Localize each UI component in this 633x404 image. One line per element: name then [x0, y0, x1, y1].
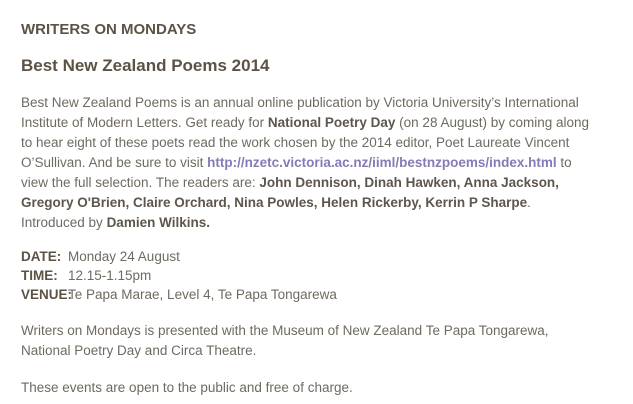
page-title: WRITERS ON MONDAYS	[21, 21, 197, 38]
date-value: Monday 24 August	[68, 249, 180, 264]
time-value: 12.15-1.15pm	[68, 268, 152, 283]
intro-text-2: (on 28 August) by coming along to hear eight of these poets read the work chosen by the 2014 editor, Poet Laureate Vincent O’Sullivan. And be sure to visit	[21, 115, 590, 170]
detail-row-time	[21, 266, 592, 285]
intro-text-1: Best New Zealand Poems is an annual online publication by Victoria University’s International Institute of Modern Letters. Get ready for	[21, 95, 579, 130]
venue-label: VENUE:	[21, 287, 73, 302]
event-details	[21, 247, 592, 304]
intro-text-3: to view the full selection. The readers are:	[21, 155, 572, 190]
venue-value: Te Papa Marae, Level 4, Te Papa Tongarewa	[68, 287, 337, 302]
introducer-name: Damien Wilkins.	[106, 215, 210, 230]
intro-text-4: . Introduced by	[21, 195, 531, 230]
time-label: TIME:	[21, 268, 58, 283]
detail-row-venue	[21, 285, 592, 304]
readers-names: John Dennison, Dinah Hawken, Anna Jackson, Gregory O'Brien, Claire Orchard, Nina Powles, Helen Rickerby, Kerrin P Sharpe	[21, 175, 559, 210]
presenters-paragraph: Writers on Mondays is presented with the Museum of New Zealand Te Papa Tongarewa, National Poetry Day and Circa Theatre.	[21, 323, 549, 358]
bestnzpoems-link[interactable]: http://nzetc.victoria.ac.nz/iiml/bestnzpoems/index.html	[207, 155, 557, 170]
event-title: Best New Zealand Poems 2014	[21, 56, 270, 75]
free-entry-paragraph: These events are open to the public and free of charge.	[21, 380, 353, 395]
date-label: DATE:	[21, 249, 62, 264]
national-poetry-day-text: National Poetry Day	[267, 115, 396, 130]
intro-paragraph	[21, 93, 592, 233]
detail-row-date	[21, 247, 592, 266]
